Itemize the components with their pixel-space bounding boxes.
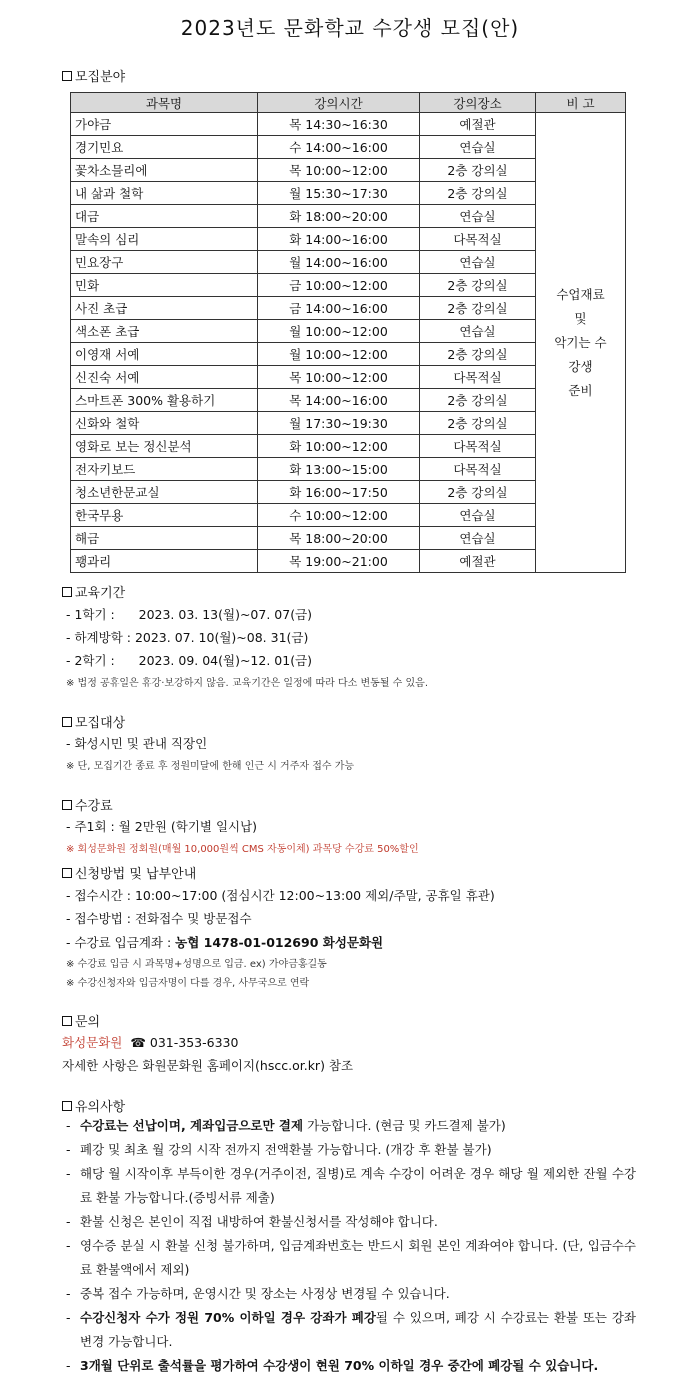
checkbox-square-icon [62, 717, 72, 727]
course-time: 월 17:30~19:30 [258, 412, 420, 435]
course-time: 목 18:00~20:00 [258, 527, 420, 550]
target-line: - 화성시민 및 관내 직장인 [66, 736, 208, 751]
notice-list [66, 1114, 636, 1378]
course-time: 목 19:00~21:00 [258, 550, 420, 573]
apply-method: - 접수방법 : 전화접수 및 방문접수 [66, 911, 252, 926]
course-subject: 가야금 [71, 113, 258, 136]
course-place: 2층 강의실 [420, 389, 536, 412]
notice-item: - 환불 신청은 본인이 직접 내방하여 환불신청서를 작성해야 합니다. [66, 1214, 438, 1229]
course-subject: 스마트폰 300% 활용하기 [71, 389, 258, 412]
page-title: 2023년도 문화학교 수강생 모집(안) [180, 16, 520, 40]
course-place: 연습실 [420, 251, 536, 274]
course-time: 화 18:00~20:00 [258, 205, 420, 228]
course-subject: 이영재 서예 [71, 343, 258, 366]
course-time: 월 10:00~12:00 [258, 343, 420, 366]
period-line-1: - 1학기 : 2023. 03. 13(월)~07. 07(금) [66, 607, 313, 622]
remark-cell [536, 113, 626, 573]
target-note: ※ 단, 모집기간 종료 후 정원미달에 한해 인근 시 거주자 접수 가능 [66, 761, 355, 772]
course-time: 수 10:00~12:00 [258, 504, 420, 527]
remark-line: 악기는 수강생 [554, 334, 607, 374]
section-heading-fee: 수강료 [62, 795, 113, 814]
course-place: 2층 강의실 [420, 412, 536, 435]
course-time: 목 10:00~12:00 [258, 159, 420, 182]
course-subject: 내 삶과 철학 [71, 182, 258, 205]
course-place: 다목적실 [420, 228, 536, 251]
notice-item: - 수강신청자 수가 정원 70% 이하일 경우 강좌가 폐강될 수 있으며, 폐강 시 수강료는 환불 또는 강좌 변경 가능합니다. [66, 1310, 636, 1349]
course-row [71, 113, 626, 136]
course-subject: 꽹과리 [71, 550, 258, 573]
checkbox-square-icon [62, 868, 72, 878]
course-place: 예절관 [420, 113, 536, 136]
notice-item: - 폐강 및 최초 월 강의 시작 전까지 전액환불 가능합니다. (개강 후 환불 불가) [66, 1142, 492, 1157]
course-place: 2층 강의실 [420, 274, 536, 297]
fee-line: - 주1회 : 월 2만원 (학기별 일시납) [66, 819, 258, 834]
course-subject: 민요장구 [71, 251, 258, 274]
course-place: 다목적실 [420, 366, 536, 389]
course-subject: 대금 [71, 205, 258, 228]
course-subject: 영화로 보는 정신분석 [71, 435, 258, 458]
course-time: 수 14:00~16:00 [258, 136, 420, 159]
header-place: 강의장소 [420, 93, 536, 113]
course-time: 월 15:30~17:30 [258, 182, 420, 205]
period-note: ※ 법정 공휴일은 휴강·보강하지 않음. 교육기간은 일정에 따라 다소 변동될 수 있음. [66, 678, 429, 689]
section-heading-contact: 문의 [62, 1011, 100, 1030]
course-time: 월 10:00~12:00 [258, 320, 420, 343]
section-heading-period: 교육기간 [62, 582, 125, 601]
course-subject: 청소년한문교실 [71, 481, 258, 504]
course-time: 목 14:00~16:00 [258, 389, 420, 412]
notice-item: - 수강료는 선납이며, 계좌입금으로만 결제 가능합니다. (현금 및 카드결제 불가) [66, 1118, 506, 1133]
header-time: 강의시간 [258, 93, 420, 113]
checkbox-square-icon [62, 800, 72, 810]
course-place: 연습실 [420, 136, 536, 159]
course-place: 다목적실 [420, 435, 536, 458]
course-time: 화 10:00~12:00 [258, 435, 420, 458]
checkbox-square-icon [62, 1016, 72, 1026]
course-place: 예절관 [420, 550, 536, 573]
course-subject: 한국무용 [71, 504, 258, 527]
period-line-2: - 하계방학 : 2023. 07. 10(월)~08. 31(금) [66, 630, 309, 645]
course-time: 월 14:00~16:00 [258, 251, 420, 274]
section-heading-target: 모집대상 [62, 712, 125, 731]
contact-org: 화성문화원 [62, 1035, 123, 1050]
remark-line: 수업재료 및 [556, 286, 605, 326]
contact-line [62, 1033, 238, 1051]
course-place: 2층 강의실 [420, 182, 536, 205]
apply-note-2: ※ 수강신청자와 입금자명이 다를 경우, 사무국으로 연락 [66, 978, 310, 989]
course-subject: 꽃차소믈리에 [71, 159, 258, 182]
section-heading-apply: 신청방법 및 납부안내 [62, 863, 196, 882]
header-remark: 비 고 [536, 93, 626, 113]
course-place: 2층 강의실 [420, 297, 536, 320]
notice-item: - 해당 월 시작이후 부득이한 경우(거주이전, 질병)로 계속 수강이 어려운 경우 해당 월 제외한 잔월 수강료 환불 가능합니다.(증빙서류 제출) [66, 1166, 636, 1205]
course-place: 연습실 [420, 205, 536, 228]
apply-account-line: - 수강료 입금계좌 : 농협 1478-01-012690 화성문화원 [66, 935, 384, 950]
header-subject: 과목명 [71, 93, 258, 113]
apply-note-1: ※ 수강료 입금 시 과목명+성명으로 입금. ex) 가야금홍길동 [66, 959, 327, 970]
course-time: 목 14:30~16:30 [258, 113, 420, 136]
course-subject: 색소폰 초급 [71, 320, 258, 343]
course-place: 2층 강의실 [420, 481, 536, 504]
course-subject: 경기민요 [71, 136, 258, 159]
course-time: 목 10:00~12:00 [258, 366, 420, 389]
period-line-3: - 2학기 : 2023. 09. 04(월)~12. 01(금) [66, 653, 313, 668]
checkbox-square-icon [62, 1101, 72, 1111]
course-subject: 해금 [71, 527, 258, 550]
checkbox-square-icon [62, 587, 72, 597]
course-time: 금 10:00~12:00 [258, 274, 420, 297]
course-table [70, 92, 626, 573]
notice-item: - 영수증 분실 시 환불 신청 불가하며, 입금계좌번호는 반드시 회원 본인 계좌여야 합니다. (단, 입금수수료 환불액에서 제외) [66, 1238, 636, 1277]
course-subject: 사진 초급 [71, 297, 258, 320]
course-subject: 민화 [71, 274, 258, 297]
section-heading-field: 모집분야 [62, 66, 125, 85]
fee-discount-note: ※ 회성문화원 정회원(매월 10,000원씩 CMS 자동이체) 과목당 수강료 50%할인 [66, 844, 419, 855]
course-subject: 신화와 철학 [71, 412, 258, 435]
apply-time: - 접수시간 : 10:00~17:00 (점심시간 12:00~13:00 제외/주말, 공휴일 휴관) [66, 888, 495, 903]
course-time: 화 16:00~17:50 [258, 481, 420, 504]
section-heading-notice: 유의사항 [62, 1096, 125, 1115]
course-subject: 신진숙 서예 [71, 366, 258, 389]
course-place: 다목적실 [420, 458, 536, 481]
course-place: 연습실 [420, 320, 536, 343]
phone-icon: ☎ [130, 1035, 146, 1050]
contact-detail: 자세한 사항은 화원문화원 홈페이지(hscc.or.kr) 참조 [62, 1058, 354, 1073]
notice-item: - 중복 접수 가능하며, 운영시간 및 장소는 사정상 변경될 수 있습니다. [66, 1286, 450, 1301]
course-time: 금 14:00~16:00 [258, 297, 420, 320]
course-place: 연습실 [420, 527, 536, 550]
checkbox-square-icon [62, 71, 72, 81]
notice-item: - 3개월 단위로 출석률을 평가하여 수강생이 현원 70% 이하일 경우 중간에 폐강될 수 있습니다. [66, 1358, 599, 1373]
course-place: 2층 강의실 [420, 159, 536, 182]
remark-line: 준비 [568, 382, 593, 398]
course-time: 화 14:00~16:00 [258, 228, 420, 251]
course-place: 2층 강의실 [420, 343, 536, 366]
bank-account: 농협 1478-01-012690 화성문화원 [175, 935, 384, 950]
course-subject: 전자키보드 [71, 458, 258, 481]
course-subject: 말속의 심리 [71, 228, 258, 251]
course-time: 화 13:00~15:00 [258, 458, 420, 481]
course-place: 연습실 [420, 504, 536, 527]
contact-phone: 031-353-6330 [149, 1035, 239, 1050]
